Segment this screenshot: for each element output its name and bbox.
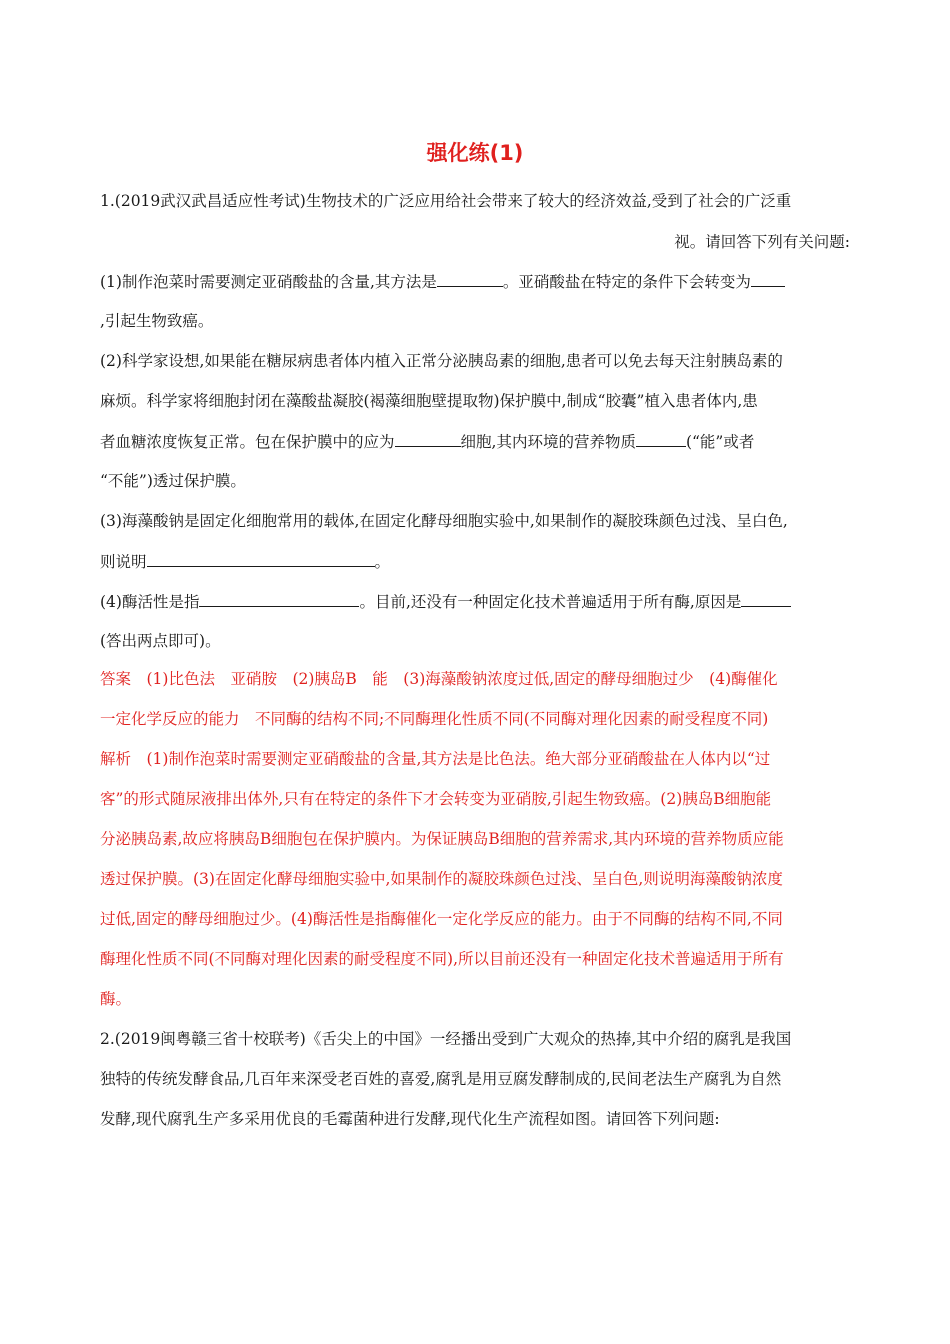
- q1-part2-line-3: [100, 431, 754, 452]
- q1-part1-line: [100, 271, 785, 292]
- q1-part1-text-b: 。亚硝酸盐在特定的条件下会转变为: [502, 273, 751, 291]
- q1-part1-text-a: (1)制作泡菜时需要测定亚硝酸盐的含量,其方法是: [100, 273, 437, 291]
- q1-stem-line-2: 视。请回答下列有关问题:: [674, 233, 850, 251]
- q1-part1-line-2: ,引起生物致癌。: [100, 312, 214, 330]
- answer-blank-product[interactable]: [751, 271, 785, 287]
- analysis-line-7: 酶。: [100, 990, 132, 1008]
- analysis-line-3: 分泌胰岛素,故应将胰岛B细胞包在保护膜内。为保证胰岛B细胞的营养需求,其内环境的营养物质应能: [100, 830, 784, 848]
- q1-part2-line-2: 麻烦。科学家将细胞封闭在藻酸盐凝胶(褐藻细胞壁提取物)保护膜中,制成“胶囊”植入患者体内,患: [100, 392, 758, 410]
- answer-blank-method[interactable]: [437, 271, 503, 287]
- q1-part4-text-a: (4)酶活性是指: [100, 593, 200, 611]
- q1-part2-text-c: (“能”或者: [685, 433, 755, 451]
- q1-part3-line-1: (3)海藻酸钠是固定化细胞常用的载体,在固定化酵母细胞实验中,如果制作的凝胶珠颜色过浅、呈白色,: [100, 512, 788, 530]
- q1-part3-text-a: 则说明: [100, 553, 147, 571]
- answer-line-2: 一定化学反应的能力 不同酶的结构不同;不同酶理化性质不同(不同酶对理化因素的耐受程度不同): [100, 710, 769, 728]
- q2-stem-line-3: 发酵,现代腐乳生产多采用优良的毛霉菌种进行发酵,现代化生产流程如图。请回答下列问题:: [100, 1110, 720, 1128]
- q1-part4-text-b: 。目前,还没有一种固定化技术普遍适用于所有酶,原因是: [359, 593, 742, 611]
- q1-part2-text-b: 细胞,其内环境的营养物质: [460, 433, 636, 451]
- answer-blank-permeable[interactable]: [636, 431, 686, 447]
- q1-part2-text-a: 者血糖浓度恢复正常。包在保护膜中的应为: [100, 433, 395, 451]
- q1-part3-line-2: [100, 551, 390, 572]
- analysis-line-4: 透过保护膜。(3)在固定化酵母细胞实验中,如果制作的凝胶珠颜色过浅、呈白色,则说明海藻酸钠浓度: [100, 870, 783, 888]
- analysis-line-1: 解析 (1)制作泡菜时需要测定亚硝酸盐的含量,其方法是比色法。绝大部分亚硝酸盐在人体内以“过: [100, 750, 771, 768]
- answer-blank-definition[interactable]: [199, 591, 359, 607]
- q2-stem-line-1: 2.(2019闽粤赣三省十校联考)《舌尖上的中国》一经播出受到广大观众的热捧,其中介绍的腐乳是我国: [100, 1030, 792, 1048]
- q1-part4-line-1: [100, 591, 791, 612]
- analysis-line-5: 过低,固定的酵母细胞过少。(4)酶活性是指酶催化一定化学反应的能力。由于不同酶的结构不同,不同: [100, 910, 783, 928]
- q2-stem-line-2: 独特的传统发酵食品,几百年来深受老百姓的喜爱,腐乳是用豆腐发酵制成的,民间老法生产腐乳为自然: [100, 1070, 782, 1088]
- answer-blank-reason[interactable]: [741, 591, 791, 607]
- analysis-line-2: 客”的形式随尿液排出体外,只有在特定的条件下才会转变为亚硝胺,引起生物致癌。(2)胰岛B细胞能: [100, 790, 772, 808]
- q1-part4-line-2: (答出两点即可)。: [100, 632, 221, 650]
- q1-part2-line-1: (2)科学家设想,如果能在糖尿病患者体内植入正常分泌胰岛素的细胞,患者可以免去每天注射胰岛素的: [100, 352, 783, 370]
- analysis-line-6: 酶理化性质不同(不同酶对理化因素的耐受程度不同),所以目前还没有一种固定化技术普遍适用于所有: [100, 950, 784, 968]
- answer-blank-cell[interactable]: [395, 431, 461, 447]
- q1-part2-line-4: “不能”)透过保护膜。: [100, 472, 246, 490]
- q1-stem-line-1: 1.(2019武汉武昌适应性考试)生物技术的广泛应用给社会带来了较大的经济效益,受到了社会的广泛重: [100, 192, 792, 210]
- q1-part3-text-b: 。: [374, 553, 391, 571]
- page-title: 强化练(1): [426, 141, 524, 165]
- answer-line-1: 答案 (1)比色法 亚硝胺 (2)胰岛B 能 (3)海藻酸钠浓度过低,固定的酵母细胞过少 (4)酶催化: [100, 670, 778, 688]
- answer-blank-explanation[interactable]: [147, 551, 375, 567]
